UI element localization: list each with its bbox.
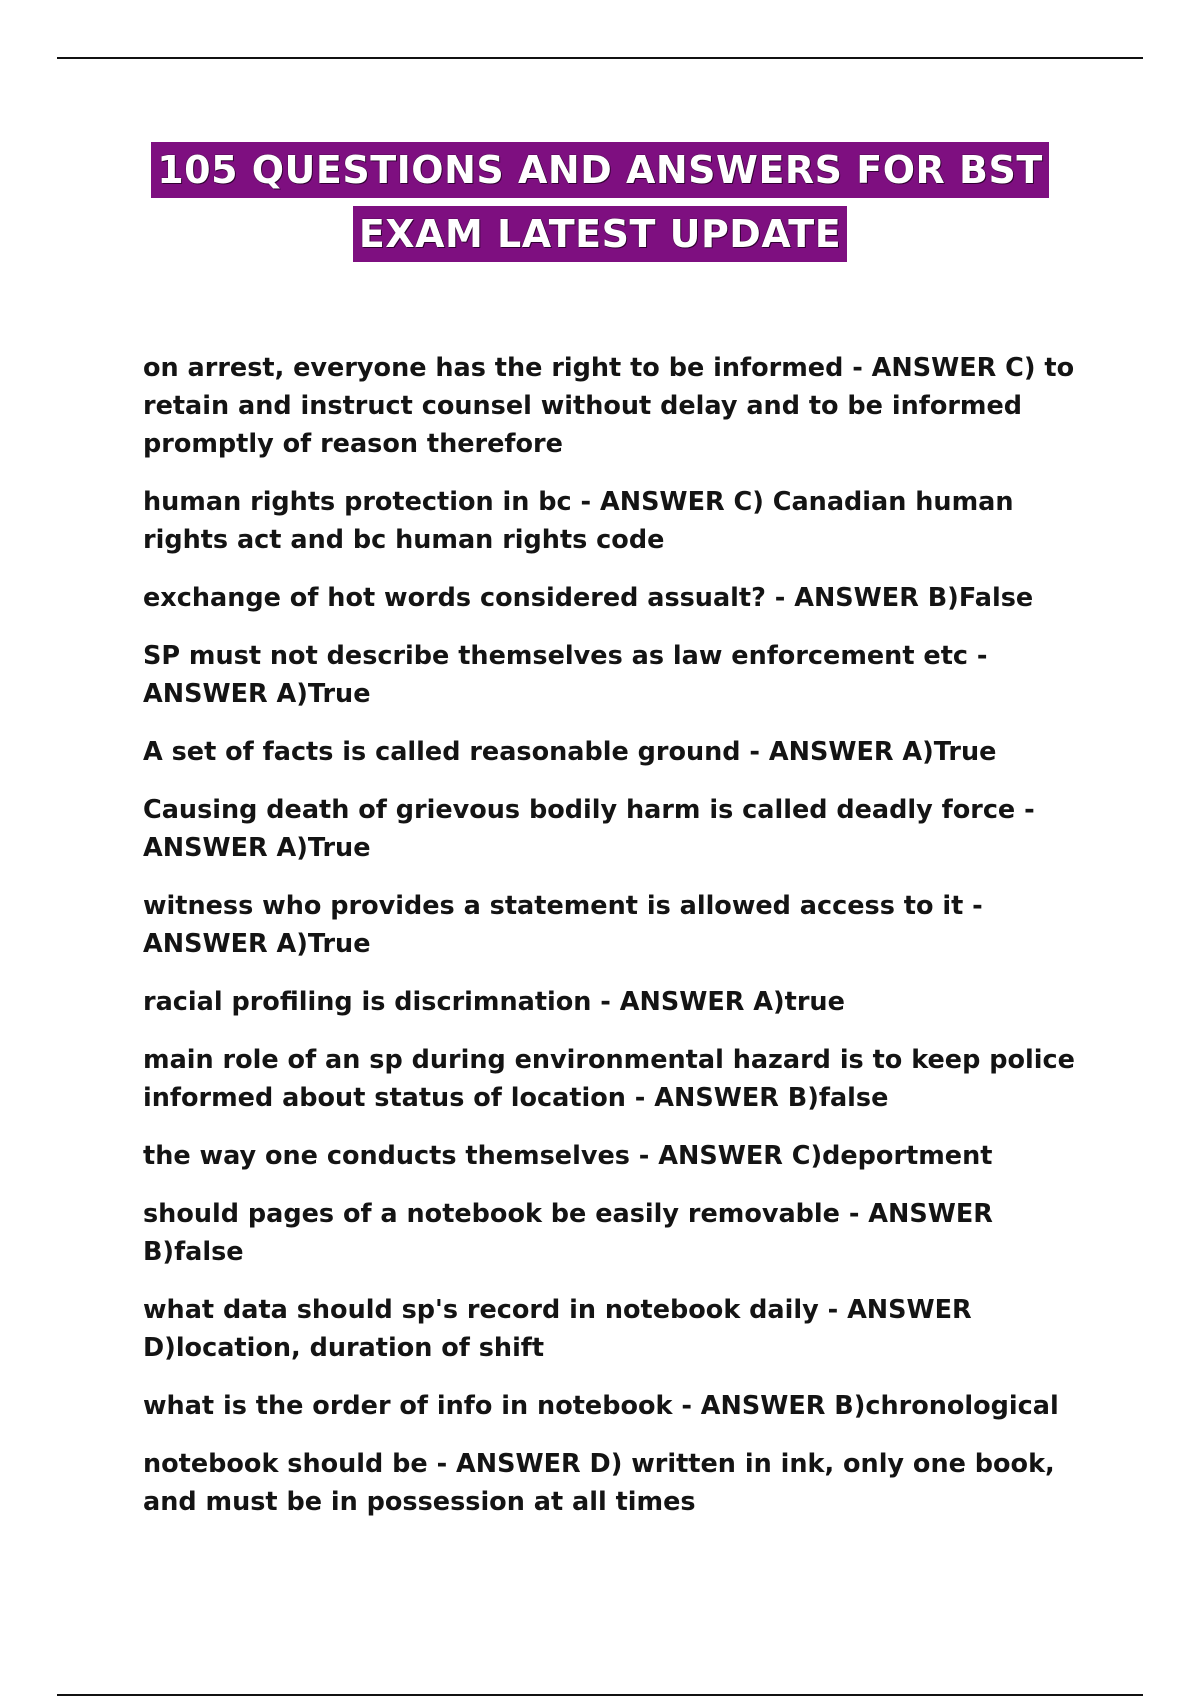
document-title (0, 142, 1200, 262)
title-line-2: EXAM LATEST UPDATE (353, 206, 847, 262)
top-rule (57, 57, 1143, 59)
qa-item: Causing death of grievous bodily harm is called deadly force - ANSWER A)True (143, 795, 1035, 863)
qa-item: exchange of hot words considered assualt? - ANSWER B)False (143, 583, 1034, 613)
qa-item: SP must not describe themselves as law enforcement etc - ANSWER A)True (143, 641, 988, 709)
qa-item: on arrest, everyone has the right to be informed - ANSWER C) to retain and instruct counsel without delay and to be informed promptly of reason therefore (143, 353, 1075, 459)
qa-item: A set of facts is called reasonable ground - ANSWER A)True (143, 737, 997, 767)
qa-list (143, 349, 1093, 1541)
bottom-rule (57, 1694, 1143, 1696)
qa-item: should pages of a notebook be easily removable - ANSWER B)false (143, 1199, 993, 1267)
qa-item: human rights protection in bc - ANSWER C) Canadian human rights act and bc human rights code (143, 487, 1014, 555)
qa-item: what data should sp's record in notebook daily - ANSWER D)location, duration of shift (143, 1295, 972, 1363)
qa-item: main role of an sp during environmental hazard is to keep police informed about status of location - ANSWER B)false (143, 1045, 1075, 1113)
qa-item: what is the order of info in notebook - ANSWER B)chronological (143, 1391, 1059, 1421)
qa-item: witness who provides a statement is allowed access to it - ANSWER A)True (143, 891, 983, 959)
qa-item: notebook should be - ANSWER D) written in ink, only one book, and must be in possession at all times (143, 1449, 1055, 1517)
title-line-1: 105 QUESTIONS AND ANSWERS FOR BST (151, 142, 1049, 198)
qa-item: the way one conducts themselves - ANSWER C)deportment (143, 1141, 993, 1171)
qa-item: racial profiling is discrimnation - ANSWER A)true (143, 987, 845, 1017)
